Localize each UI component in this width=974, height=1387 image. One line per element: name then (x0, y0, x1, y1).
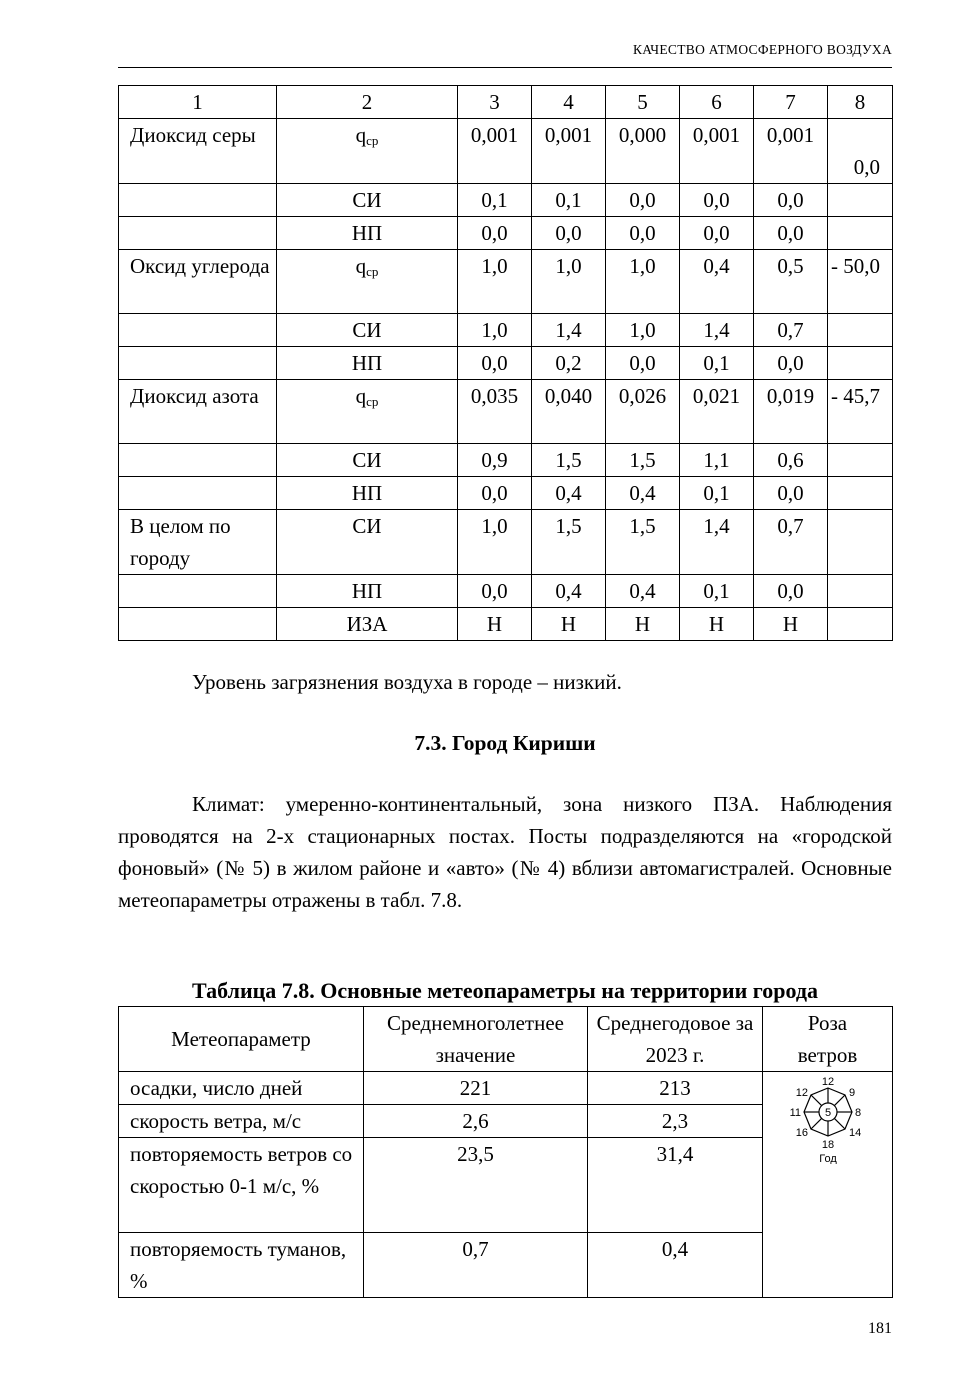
change-percent (828, 477, 893, 510)
meteo-param: осадки, число дней (119, 1072, 364, 1105)
column-number: 8 (828, 86, 893, 119)
parameter-label: q (355, 254, 367, 278)
value-cell: 1,5 (532, 444, 606, 477)
meteo-avg: 221 (364, 1072, 588, 1105)
pollutant-name (119, 347, 277, 380)
rose-label-n: 12 (821, 1076, 835, 1088)
value-cell: 0,1 (458, 184, 532, 217)
parameter-cell (277, 380, 458, 444)
change-percent (828, 575, 893, 608)
parameter-subscript: ср (366, 264, 379, 279)
rose-label-nw: 12 (795, 1087, 808, 1099)
value-cell: 0,000 (606, 119, 680, 184)
value-cell: 0,7 (754, 314, 828, 347)
column-number: 5 (606, 86, 680, 119)
running-title: КАЧЕСТВО АТМОСФЕРНОГО ВОЗДУХА (633, 42, 892, 57)
rose-label-s: 18 (821, 1139, 835, 1151)
value-cell: Н (606, 608, 680, 641)
value-cell: Н (532, 608, 606, 641)
column-number: 6 (680, 86, 754, 119)
table-row (119, 575, 893, 608)
rose-label-sw: 16 (795, 1127, 808, 1139)
pollutant-name: В целом по городу (119, 510, 277, 575)
value-cell: 1,0 (606, 250, 680, 314)
page-number: 181 (868, 1320, 892, 1337)
conclusion-text: Уровень загрязнения воздуха в городе – низкий. (192, 670, 622, 694)
value-cell: 0,0 (680, 184, 754, 217)
parameter-cell (277, 250, 458, 314)
pollutant-name: Диоксид азота (119, 380, 277, 444)
change-percent (828, 217, 893, 250)
value-cell: 0,019 (754, 380, 828, 444)
value-cell: 1,4 (680, 510, 754, 575)
parameter-label: НП (351, 351, 383, 375)
table-row (119, 510, 893, 575)
parameter-label: СИ (352, 188, 382, 212)
parameter-label: q (355, 384, 367, 408)
value-cell: 0,0 (754, 217, 828, 250)
value-cell: 0,001 (680, 119, 754, 184)
parameter-subscript: ср (366, 394, 379, 409)
rose-label-w: 11 (789, 1107, 801, 1119)
value-cell: 1,0 (458, 510, 532, 575)
value-cell: 0,6 (754, 444, 828, 477)
table-row (119, 380, 893, 444)
parameter-label: СИ (352, 514, 382, 538)
change-percent: - 50,0 (828, 250, 893, 314)
column-number: 3 (458, 86, 532, 119)
value-cell: 0,0 (754, 575, 828, 608)
pollutant-name (119, 444, 277, 477)
value-cell: 0,4 (606, 575, 680, 608)
parameter-cell (277, 477, 458, 510)
change-percent (828, 314, 893, 347)
value-cell: 0,1 (532, 184, 606, 217)
parameter-label: СИ (352, 318, 382, 342)
value-cell: 0,1 (680, 347, 754, 380)
value-cell: 0,0 (458, 575, 532, 608)
meteo-header-year: Среднегодовое за 2023 г. (588, 1007, 763, 1072)
value-cell: 0,040 (532, 380, 606, 444)
rose-calm-value: 5 (824, 1107, 832, 1119)
meteo-param: скорость ветра, м/с (119, 1105, 364, 1138)
meteo-table (118, 1006, 893, 1298)
column-number: 1 (119, 86, 277, 119)
meteo-year: 0,4 (588, 1233, 763, 1298)
meteo-param: повторяемость туманов, % (119, 1233, 364, 1298)
value-cell: 0,0 (680, 217, 754, 250)
value-cell: Н (458, 608, 532, 641)
parameter-cell (277, 119, 458, 184)
value-cell: 0,1 (680, 477, 754, 510)
value-cell: 0,021 (680, 380, 754, 444)
column-number: 7 (754, 86, 828, 119)
rose-caption: Год (819, 1153, 837, 1164)
body-paragraph: Климат: умеренно-континентальный, зона низкого ПЗА. Наблюдения проводятся на 2-х стационарных постах. Посты подразделяются на «городской фоновый» (№ 5) в жилом районе и «авто» (№ 4) вблизи автомагистралей. Основные метеопараметры отражены в табл. 7.8. (118, 792, 892, 912)
value-cell: 0,9 (458, 444, 532, 477)
value-cell: 0,0 (606, 217, 680, 250)
value-cell: 0,0 (754, 184, 828, 217)
table-caption: Таблица 7.8. Основные метеопараметры на территории города (192, 978, 818, 1003)
value-cell: 0,4 (532, 477, 606, 510)
rose-label-se: 14 (849, 1127, 862, 1139)
parameter-subscript: ср (366, 133, 379, 148)
value-cell: 1,0 (458, 314, 532, 347)
pollutant-name (119, 217, 277, 250)
parameter-cell (277, 444, 458, 477)
value-cell: 0,4 (606, 477, 680, 510)
parameter-cell (277, 608, 458, 641)
value-cell: 1,0 (606, 314, 680, 347)
change-percent: - 45,7 (828, 380, 893, 444)
meteo-year: 2,3 (588, 1105, 763, 1138)
value-cell: 0,0 (754, 347, 828, 380)
pollutant-name (119, 608, 277, 641)
pollutant-name: Оксид углерода (119, 250, 277, 314)
table-row (119, 217, 893, 250)
wind-rose-cell (763, 1072, 893, 1298)
parameter-label: ИЗА (346, 612, 388, 636)
value-cell: 0,0 (606, 184, 680, 217)
value-cell: 0,035 (458, 380, 532, 444)
parameter-cell (277, 217, 458, 250)
value-cell: 0,5 (754, 250, 828, 314)
meteo-header-rose: Роза ветров (763, 1007, 893, 1072)
change-percent: 0,0 (828, 119, 893, 184)
parameter-label: СИ (352, 448, 382, 472)
value-cell: Н (680, 608, 754, 641)
value-cell: 1,0 (458, 250, 532, 314)
pollution-table (118, 85, 893, 641)
rose-label-ne: 9 (849, 1087, 856, 1099)
section-title: 7.3. Город Кириши (414, 731, 596, 755)
value-cell: 0,4 (680, 250, 754, 314)
value-cell: 0,1 (680, 575, 754, 608)
wind-rose-diagram (781, 1074, 875, 1164)
pollutant-name (119, 477, 277, 510)
value-cell: 0,4 (532, 575, 606, 608)
parameter-cell (277, 510, 458, 575)
parameter-cell (277, 184, 458, 217)
value-cell: 0,0 (606, 347, 680, 380)
parameter-cell (277, 347, 458, 380)
value-cell: 0,001 (458, 119, 532, 184)
header-rule (118, 67, 892, 68)
value-cell: 1,5 (606, 444, 680, 477)
meteo-avg: 23,5 (364, 1138, 588, 1233)
table-row (119, 250, 893, 314)
value-cell: 0,0 (532, 217, 606, 250)
pollutant-name (119, 184, 277, 217)
parameter-cell (277, 314, 458, 347)
value-cell: 0,001 (532, 119, 606, 184)
parameter-label: НП (351, 221, 383, 245)
change-percent (828, 184, 893, 217)
meteo-param: повторяемость ветров со скоростью 0-1 м/с, % (119, 1138, 364, 1233)
value-cell: 1,5 (606, 510, 680, 575)
pollutant-name (119, 314, 277, 347)
table-row (119, 184, 893, 217)
meteo-year: 213 (588, 1072, 763, 1105)
column-number: 2 (277, 86, 458, 119)
value-cell: Н (754, 608, 828, 641)
table-row (119, 444, 893, 477)
table-row (119, 347, 893, 380)
table-row (119, 477, 893, 510)
value-cell: 1,1 (680, 444, 754, 477)
parameter-label: НП (351, 481, 383, 505)
value-cell: 0,0 (754, 477, 828, 510)
meteo-avg: 2,6 (364, 1105, 588, 1138)
change-percent (828, 510, 893, 575)
change-percent (828, 608, 893, 641)
parameter-cell (277, 575, 458, 608)
value-cell: 0,2 (532, 347, 606, 380)
value-cell: 0,0 (458, 477, 532, 510)
rose-label-e: 8 (855, 1107, 862, 1119)
meteo-header-param: Метеопараметр (119, 1007, 364, 1072)
value-cell: 1,4 (532, 314, 606, 347)
parameter-label: q (355, 123, 367, 147)
value-cell: 0,001 (754, 119, 828, 184)
value-cell: 0,7 (754, 510, 828, 575)
change-percent (828, 444, 893, 477)
change-percent (828, 347, 893, 380)
value-cell: 0,0 (458, 217, 532, 250)
parameter-label: НП (351, 579, 383, 603)
meteo-year: 31,4 (588, 1138, 763, 1233)
column-number: 4 (532, 86, 606, 119)
meteo-avg: 0,7 (364, 1233, 588, 1298)
value-cell: 0,0 (458, 347, 532, 380)
value-cell: 0,026 (606, 380, 680, 444)
table-row (119, 119, 893, 184)
value-cell: 1,4 (680, 314, 754, 347)
pollutant-name (119, 575, 277, 608)
table-row (119, 608, 893, 641)
value-cell: 1,0 (532, 250, 606, 314)
value-cell: 1,5 (532, 510, 606, 575)
meteo-header-avg: Среднемноголетнее значение (364, 1007, 588, 1072)
pollutant-name: Диоксид серы (119, 119, 277, 184)
table-header-row (119, 86, 893, 119)
table-row (119, 314, 893, 347)
